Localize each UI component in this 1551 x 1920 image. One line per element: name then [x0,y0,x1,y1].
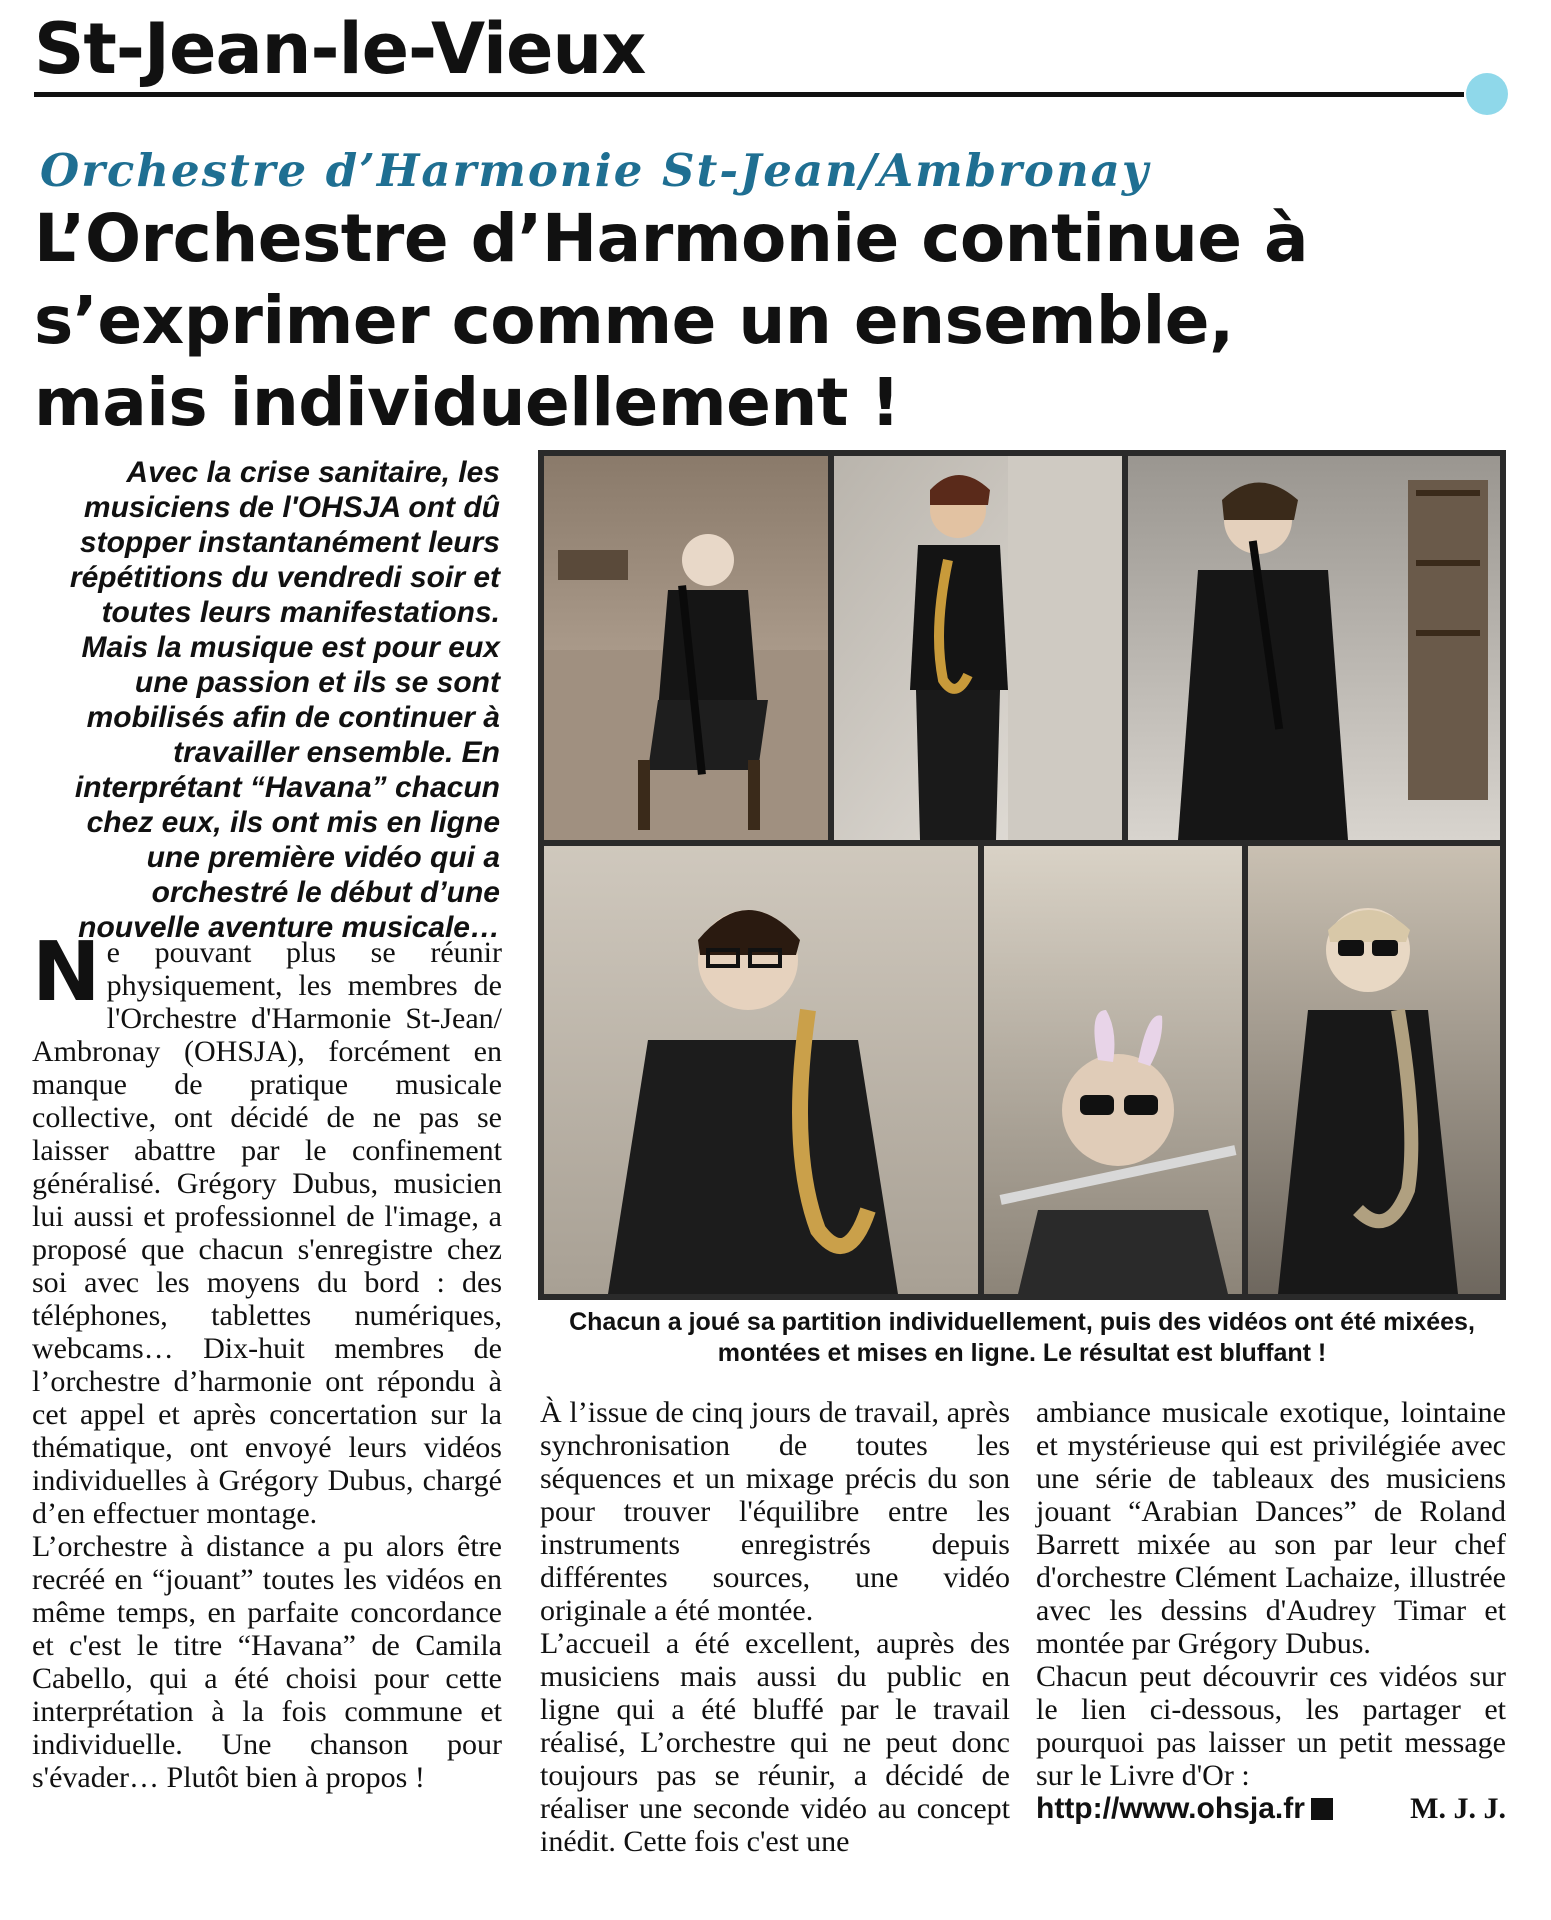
col3-link-line [1036,1792,1506,1825]
end-of-article-mark [1311,1798,1333,1820]
col1-paragraph-1-text: e pouvant plus se réunir physiquement, les membres de l'Orchestre d'Harmonie St-Jean/ Ambronay (OHSJA), forcément en manque de pratique musicale collective, ont décidé de ne pas se laisser abattre par le confinement généralisé. Grégory Dubus, musicien lui aussi et professionnel de l'image, a proposé que chacun s'enregistre chez soi avec les moyens du bord : des téléphones, tablettes numériques, webcams… Dix-huit membres de l’orchestre d’harmonie ont répondu à cet appel et après concertation sur la thématique, ont envoyé leurs vidéos individuelles à Grégory Dubus, chargé d’en effectuer montage. [32,936,502,1530]
corner-dot [1466,73,1508,115]
photo-panel-saxophone-standing [834,456,1122,840]
headline-line-2: s’exprimer comme un ensemble, [34,282,1234,359]
photo-montage-svg [538,450,1506,1300]
col1-paragraph-2: L’orchestre à distance a pu alors être recréé en “jouant” toutes les vidéos en même temps, en parfaite concordance et c'est le titre “Havana” de Camila Cabello, qui a été choisi pour cette interprétation à la fois commune et individuelle. Une chanson pour s'évader… Plutôt bien à propos ! [32,1530,502,1794]
headline-line-1: L’Orchestre d’Harmonie continue à [34,200,1309,277]
photo-panel-clarinet-seated [544,456,828,840]
headline-line-3: mais individuellement ! [34,364,900,441]
photo-panel-clarinet-young [1128,456,1500,840]
author-signature: M. J. J. [1410,1792,1506,1825]
photo-panel-flute-bunny-ears [984,846,1242,1294]
article-kicker: Orchestre d’Harmonie St-Jean/Ambronay [40,144,1150,197]
article-headline [34,198,1534,444]
section-rubric: St-Jean-le-Vieux [34,8,646,90]
col3-paragraph-1: ambiance musicale exotique, lointaine et mystérieuse qui est privilégiée avec une série de tableaux des musiciens jouant “Arabian Dances” de Roland Barrett mixée au son par leur chef d'orchestre Clément Lachaize, illustrée avec les dessins d'Audrey Timar et montée par Grégory Dubus. [1036,1396,1506,1660]
photo-panel-saxophone-sunglasses [1248,846,1500,1294]
body-column-3 [1036,1396,1506,1825]
col2-paragraph-2: L’accueil a été excellent, auprès des musiciens mais aussi du public en ligne qui a été bluffé par le travail réalisé, L’orchestre qui ne peut donc toujours pas se réunir, a décidé de réaliser une seconde vidéo au concept inédit. Cette fois c'est une [540,1627,1010,1858]
col1-paragraph-1 [32,925,502,1530]
body-column-1 [32,925,502,1794]
col2-paragraph-1: À l’issue de cinq jours de travail, après synchronisation de toutes les séquences et un mixage précis du son pour trouver l'équilibre entre les instruments enregistrés depuis différentes sources, une vidéo originale a été montée. [540,1396,1010,1627]
photo-montage [538,450,1506,1300]
article-lead: Avec la crise sanitaire, les musiciens de l'OHSJA ont dû stopper instantanément leurs répétitions du vendredi soir et toutes leurs manifestations. Mais la musique est pour eux une passion et ils se sont mobilisés afin de continuer à travailler ensemble. En interprétant “Havana” chacun chez eux, ils ont mis en ligne une première vidéo qui a orchestré le début d’une nouvelle aventure musicale… [69,456,500,944]
body-column-2 [540,1396,1010,1858]
photo-caption: Chacun a joué sa partition individuellement, puis des vidéos ont été mixées, montées et mises en ligne. Le résultat est bluffant ! [569,1308,1475,1367]
website-link[interactable]: http://www.ohsja.fr [1036,1792,1305,1825]
photo-panel-saxophone-headphones [544,846,978,1294]
rubric-rule [34,92,1464,97]
col3-paragraph-2: Chacun peut découvrir ces vidéos sur le lien ci-dessous, les partager et pourquoi pas laisser un petit message sur le Livre d'Or : [1036,1660,1506,1792]
drop-cap: N [32,925,101,1020]
